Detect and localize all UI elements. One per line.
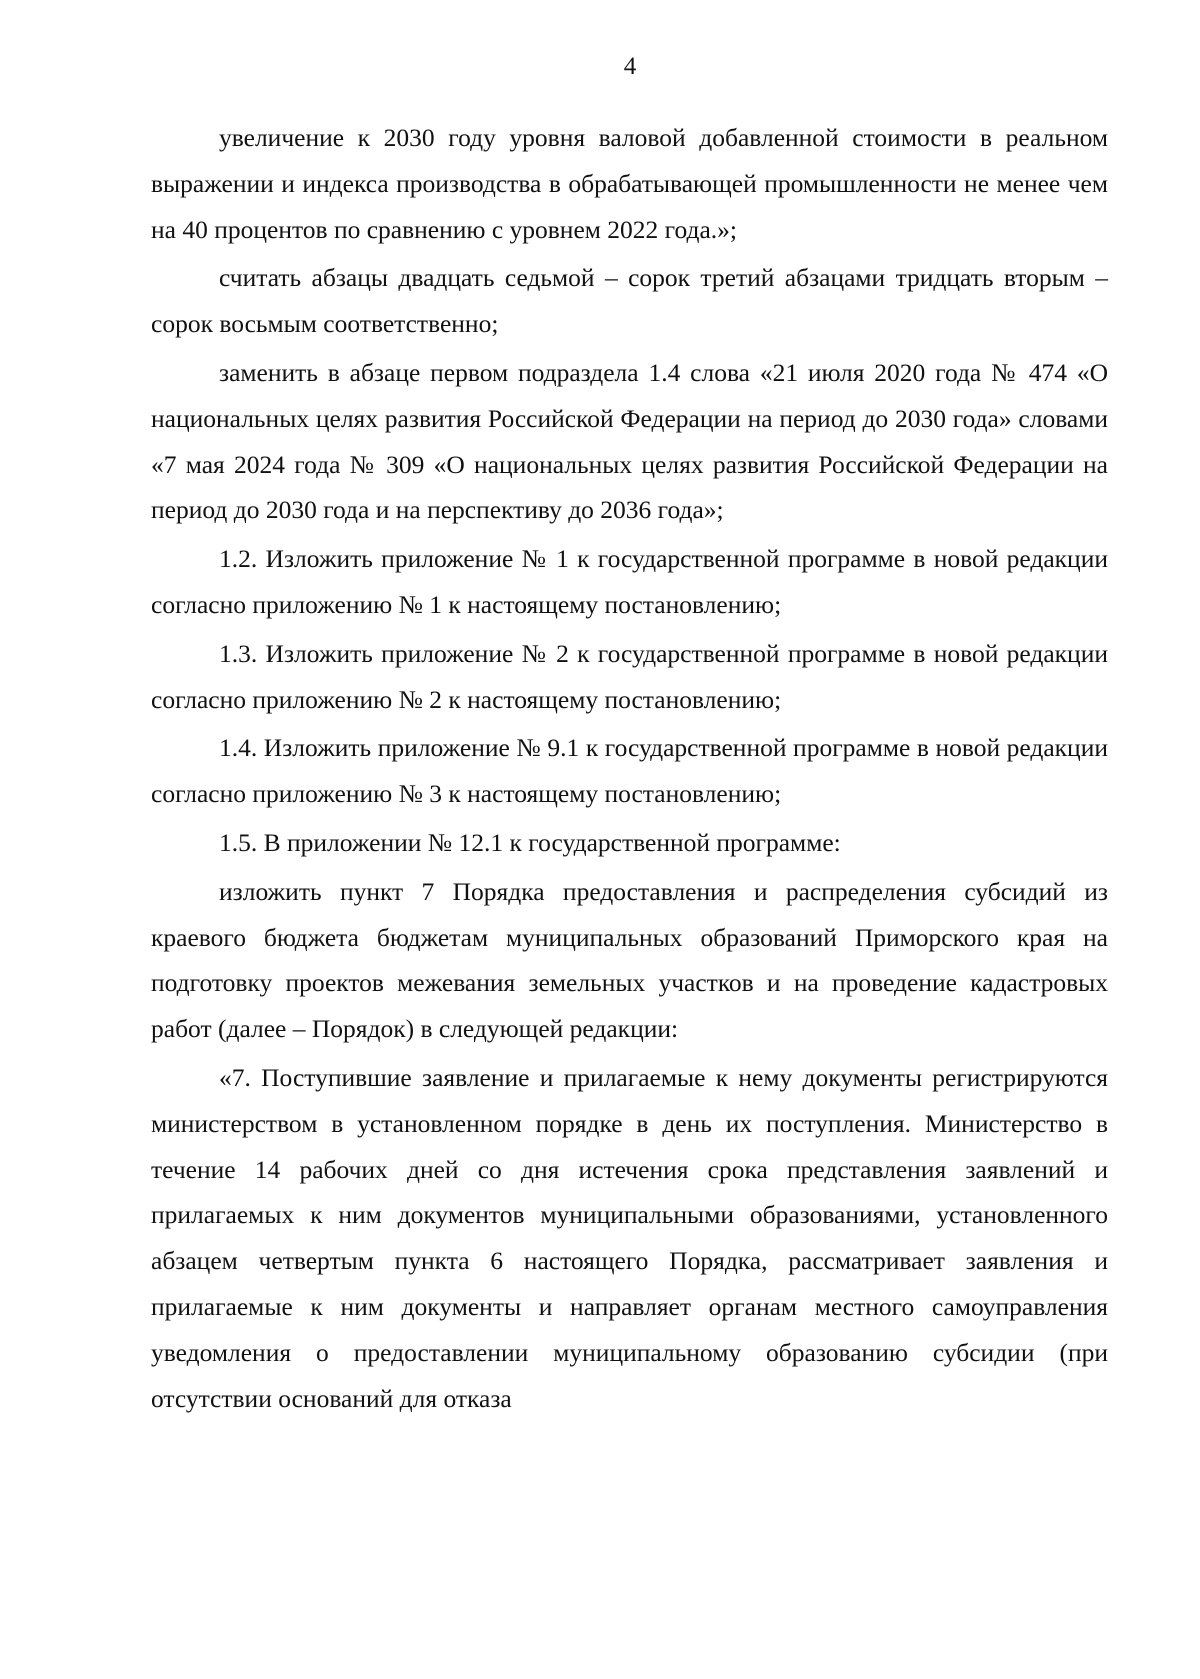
paragraph-renumber-abzats: считать абзацы двадцать седьмой – сорок третий абзацами тридцать вторым – сорок восьмым соответственно; xyxy=(151,263,1108,339)
paragraph-item-1-4: 1.4. Изложить приложение № 9.1 к государственной программе в новой редакции согласно приложению № 3 к настоящему постановлению; xyxy=(151,733,1108,809)
paragraph-item-1-3: 1.3. Изложить приложение № 2 к государственной программе в новой редакции согласно приложению № 2 к настоящему постановлению; xyxy=(151,638,1108,714)
paragraph-replace-decree: заменить в абзаце первом подраздела 1.4 слова «21 июля 2020 года № 474 «О национальных целях развития Российской Федерации на период до 2030 года» словами «7 мая 2024 года № 309 «О национальных целях развития Российской Федерации на период до 2030 года и на перспективу до 2036 года»; xyxy=(151,357,1108,525)
paragraph-quoted-point-7: «7. Поступившие заявление и прилагаемые к нему документы регистрируются министерством в установленном порядке в день их поступления. Министерство в течение 14 рабочих дней со дня истечения срока представления заявлений и прилагаемых к ним документов муниципальными образованиями, установленного абзацем четвертым пункта 6 настоящего Порядка, рассматривает заявления и прилагаемые к ним документы и направляет органам местного самоуправления уведомления о предоставлении муниципальному образованию субсидии (при отсутствии оснований для отказа xyxy=(151,1062,1108,1413)
document-body xyxy=(151,115,1108,1424)
paragraph-item-1-5: 1.5. В приложении № 12.1 к государственной программе: xyxy=(219,827,841,857)
paragraph-gva-target: увеличение к 2030 году уровня валовой добавленной стоимости в реальном выражении и индекса производства в обрабатывающей промышленности не менее чем на 40 процентов по сравнению с уровнем 2022 года.»; xyxy=(151,123,1108,244)
paragraph-item-1-2: 1.2. Изложить приложение № 1 к государственной программе в новой редакции согласно приложению № 1 к настоящему постановлению; xyxy=(151,544,1108,619)
paragraph-procedure-point-7: изложить пункт 7 Порядка предоставления и распределения субсидий из краевого бюджета бюджетам муниципальных образований Приморского края на подготовку проектов межевания земельных участков и на проведение кадастровых работ (далее – Порядок) в следующей редакции: xyxy=(151,876,1108,1044)
page-number: 4 xyxy=(623,53,637,80)
